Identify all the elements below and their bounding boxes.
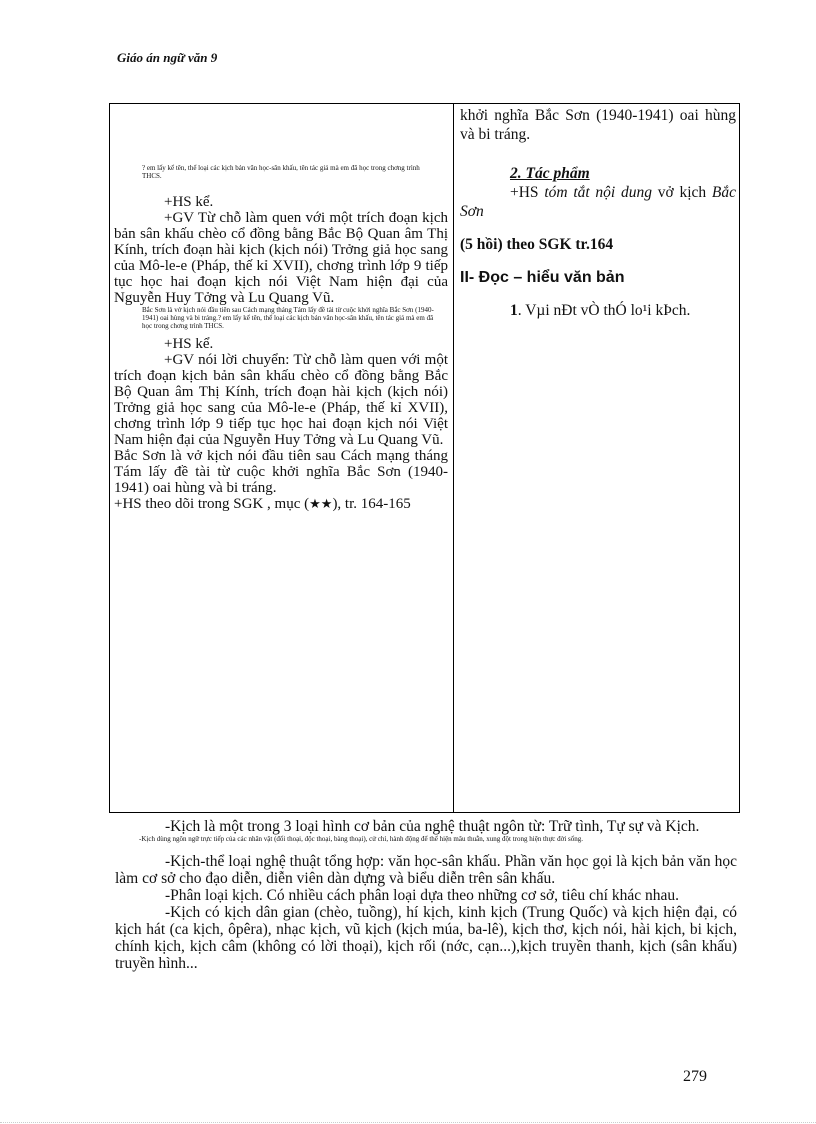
bac-son-note: Bắc Sơn là vở kịch nói đầu tiên sau Cách mạng tháng Tám lấy đề tài từ cuộc khởi nghĩa Bắc Sơn (1940-1941) oai hùng và bi tráng. bbox=[114, 448, 448, 496]
five-acts: (5 hồi) theo SGK tr.164 bbox=[460, 236, 614, 253]
right-continuation: khởi nghĩa Bắc Sơn (1940-1941) oai hùng và bi tráng. bbox=[460, 107, 736, 143]
lesson-table bbox=[109, 103, 740, 813]
hs-answer-1: +HS kể. bbox=[164, 194, 214, 210]
question-1: ? em lấy kể tên, thể loại các kịch bản văn học-sân khấu, tên tác giả mà em đã học trong chơng trình THCS. bbox=[142, 164, 420, 180]
hs-follow: +HS theo dõi trong SGK , mục (★★), tr. 164-165 bbox=[114, 496, 411, 512]
question-2: Bắc Sơn là vở kịch nói đầu tiên sau Cách mạng tháng Tám lấy đề tài từ cuộc khởi nghĩa Bắc Sơn (1940-1941) oai hùng và bi tráng.? em lấy kể tên, thể loại các kịch bản văn học-sân khấu, tên tác giả mà em đã học trong chơng trình THCS. bbox=[142, 306, 434, 330]
paragraph-3: -Phân loại kịch. Có nhiều cách phân loại dựa theo những cơ sở, tiêu chí khác nhau. bbox=[165, 887, 679, 904]
hs-answer-2: +HS kể. bbox=[164, 336, 214, 352]
paragraph-1: -Kịch là một trong 3 loại hình cơ bản của nghệ thuật ngôn từ: Trữ tình, Tự sự và Kịch. bbox=[165, 818, 700, 835]
hs-summary: +HS tóm tắt nội dung vở kịch Bắc Sơn bbox=[460, 184, 736, 220]
star-icon: ★★ bbox=[309, 496, 333, 511]
paragraph-2: -Kịch-thể loại nghệ thuật tổng hợp: văn học-sân khấu. Phần văn học gọi là kịch bản văn học làm cơ sở cho đạo diễn, diễn viên dàn dựng và biểu diễn trên sân khấu. bbox=[115, 853, 737, 887]
paragraph-4: -Kịch có kịch dân gian (chèo, tuồng), hí kịch, kinh kịch (Trung Quốc) và kịch hiện đại, có kịch hát (ca kịch, ôpêra), nhạc kịch, vũ kịch (kịch múa, ba-lê), kịch thơ, kịch nói, hài kịch, bi kịch, chính kịch, kịch câm (không có lời thoại), kịch rối (nớc, cạn...),kịch truyền thanh, kịch (sân khấu) truyền hình... bbox=[115, 904, 737, 972]
body-text bbox=[115, 818, 737, 972]
left-column bbox=[114, 164, 448, 512]
page-number: 279 bbox=[683, 1068, 707, 1085]
page-header: Giáo án ngữ văn 9 bbox=[117, 50, 218, 65]
section-heading-2: 2. Tác phẩm bbox=[510, 165, 590, 182]
right-column bbox=[460, 106, 736, 320]
paragraph-1-note: -Kịch dùng ngôn ngữ trực tiếp của các nhân vật (đối thoại, độc thoại, bàng thoại), cử chỉ, hành động để thể hiện mâu thuẫn, xung đột trong hiện thực đời sống. bbox=[139, 835, 584, 843]
gv-note-1: +GV Từ chỗ làm quen với một trích đoạn kịch bản sân khấu chèo cổ đồng bằng Bắc Bộ Quan âm Thị Kính, trích đoạn hài kịch (kịch nói) Trởng giả học sang của Mô-le-e (Pháp, thế kỉ XVII), chơng trình lớp 9 tiếp tục học hai đoạn kịch nói Việt Nam hiện đại của Nguyễn Huy Tởng và Lu Quang Vũ. bbox=[114, 210, 448, 306]
section-heading-II: II- Đọc – hiểu văn bản bbox=[460, 269, 625, 286]
column-divider bbox=[453, 104, 454, 812]
item-1: 1. Vµi nÐt vÒ thÓ lo¹i kÞch. bbox=[510, 302, 691, 319]
gv-note-2: +GV nói lời chuyển: Từ chỗ làm quen với một trích đoạn kịch bản sân khấu chèo cổ đồng bằng Bắc Bộ Quan âm Thị Kính, trích đoạn hài kịch (kịch nói) Trởng giả học sang của Mô-le-e (Pháp, thế kỉ XVII), chơng trình lớp 9 tiếp tục học hai đoạn kịch nói Việt Nam hiện đại của Nguyễn Huy Tởng và Lu Quang Vũ. bbox=[114, 352, 448, 448]
